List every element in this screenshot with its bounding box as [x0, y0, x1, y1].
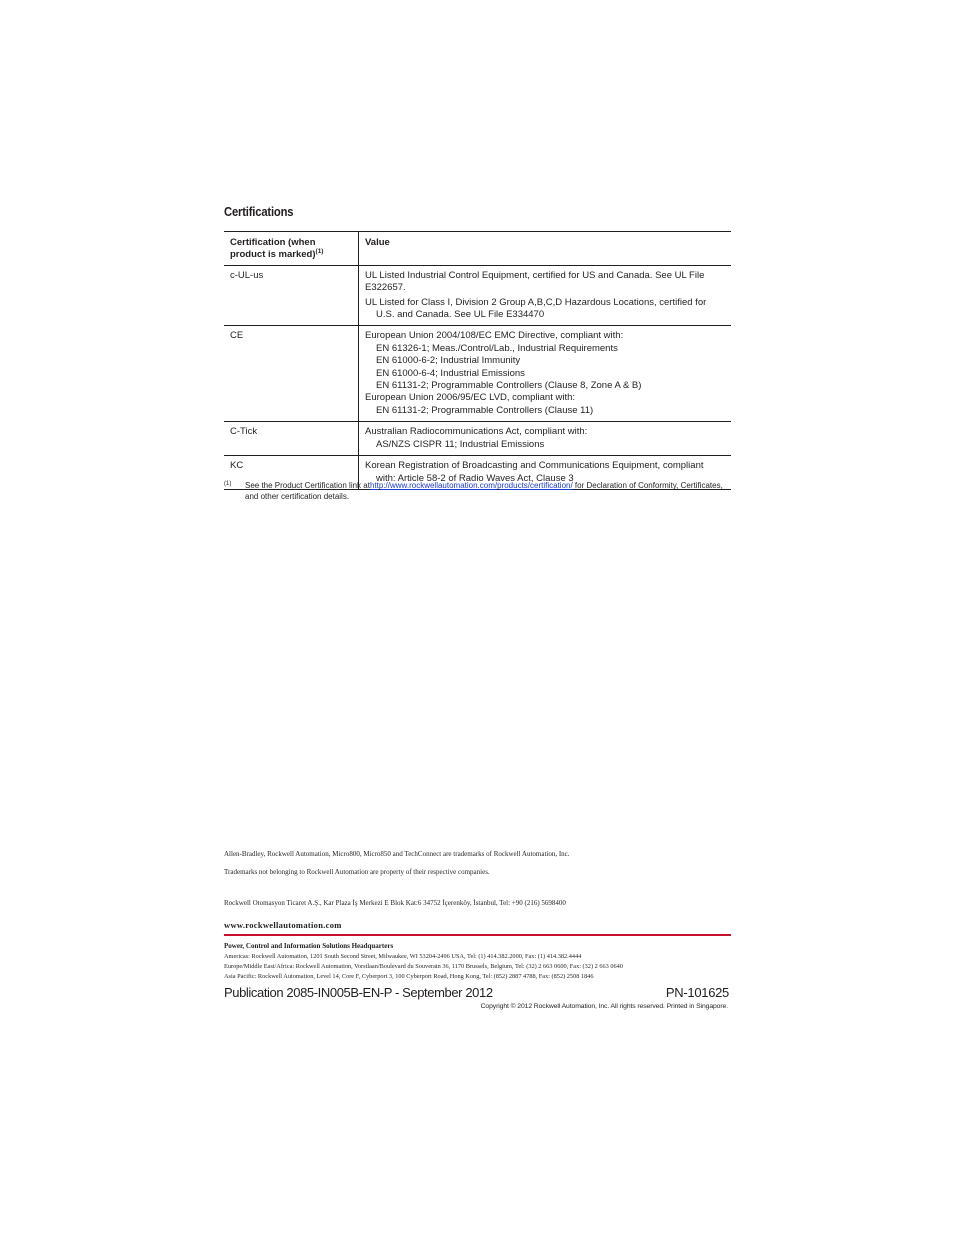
- certifications-table: [224, 231, 731, 490]
- copyright-notice: Copyright © 2012 Rockwell Automation, Inc. All rights reserved. Printed in Singapore.: [480, 1003, 728, 1010]
- header-certification: [224, 232, 359, 266]
- value-line: European Union 2004/108/EC EMC Directive, compliant with:: [365, 330, 624, 342]
- header-certification-label: Certification (when product is marked): [230, 237, 316, 261]
- hq-americas: Americas: Rockwell Automation, 1201 South Second Street, Milwaukee, WI 53204-2496 USA, Tel: (1) 414.382.2000, Fax: (1) 414.382.4444: [224, 953, 582, 960]
- cert-value: [359, 326, 732, 422]
- footnote-before-link: See the Product Certification link at: [245, 481, 370, 490]
- hq-title: Power, Control and Information Solutions Headquarters: [224, 942, 394, 950]
- value-line: AS/NZS CISPR 11; Industrial Emissions: [376, 438, 545, 450]
- certification-link[interactable]: http://www.rockwellautomation.com/products/certification/: [369, 481, 573, 490]
- table-footnote: [224, 481, 731, 502]
- value-line: UL Listed Industrial Control Equipment, certified for US and Canada. See UL File E322657.: [365, 269, 705, 294]
- cert-name: KC: [224, 456, 359, 490]
- header-value: Value: [365, 237, 390, 248]
- value-line: EN 61131-2; Programmable Controllers (Clause 8, Zone A & B): [376, 380, 642, 392]
- cert-name: CE: [224, 326, 359, 422]
- trademarks-other-notice: Trademarks not belonging to Rockwell Automation are property of their respective companies.: [224, 868, 490, 876]
- publication-number: Publication 2085-IN005B-EN-P - September 2012: [224, 985, 493, 1000]
- value-line: Australian Radiocommunications Act, compliant with:: [365, 426, 588, 438]
- table-row: [224, 265, 731, 326]
- footnote-after-link: for Declaration of Conformity, Certificates, and other certification details.: [245, 481, 723, 501]
- section-title: Certifications: [224, 205, 294, 219]
- value-line: Korean Registration of Broadcasting and Communications Equipment, compliant with: Article 58-2 of Radio Waves Act, Clause 3: [365, 460, 704, 484]
- value-line: UL Listed for Class I, Division 2 Group A,B,C,D Hazardous Locations, certified for U.S. and Canada. See UL File E334470: [365, 296, 707, 321]
- website-link[interactable]: www.rockwellautomation.com: [224, 920, 342, 930]
- cert-name: C-Tick: [224, 422, 359, 456]
- red-divider: [224, 934, 731, 936]
- table-row: [224, 422, 731, 456]
- cert-value: [359, 422, 732, 456]
- table-row: [224, 326, 731, 422]
- footnote-mark: (1): [224, 481, 232, 487]
- hq-emea: Europe/Middle East/Africa: Rockwell Automation, Vorstlaan/Boulevard du Souverain 36, 1170 Brussels, Belgium, Tel: (32) 2 663 0600, Fax: (32) 2 663 0640: [224, 963, 623, 970]
- value-line: EN 61131-2; Programmable Controllers (Clause 11): [376, 404, 594, 416]
- cert-name: c-UL-us: [224, 265, 359, 326]
- header-footnote-ref: (1): [315, 248, 324, 256]
- part-number: PN-101625: [665, 985, 729, 1000]
- trademarks-notice: Allen-Bradley, Rockwell Automation, Micro800, Micro850 and TechConnect are trademarks of Rockwell Automation, Inc.: [224, 850, 570, 858]
- value-line: EN 61000-6-4; Industrial Emissions: [376, 367, 525, 379]
- value-line: EN 61326-1; Meas./Control/Lab., Industrial Requirements: [376, 342, 618, 354]
- hq-apac: Asia Pacific: Rockwell Automation, Level 14, Core F, Cyberport 3, 100 Cyberport Road, Hong Kong, Tel: (852) 2887 4788, Fax: (852) 2508 1846: [224, 973, 594, 980]
- value-line: European Union 2006/95/EC LVD, compliant with:: [365, 392, 576, 404]
- turkey-address: Rockwell Otomasyon Ticaret A.Ş., Kar Plaza İş Merkezi E Blok Kat:6 34752 İçerenköy, İstanbul, Tel: +90 (216) 5698400: [224, 899, 566, 907]
- value-line: EN 61000-6-2; Industrial Immunity: [376, 355, 521, 367]
- cert-value: [359, 265, 732, 326]
- footnote-text: [245, 481, 731, 502]
- table-header-row: [224, 232, 731, 266]
